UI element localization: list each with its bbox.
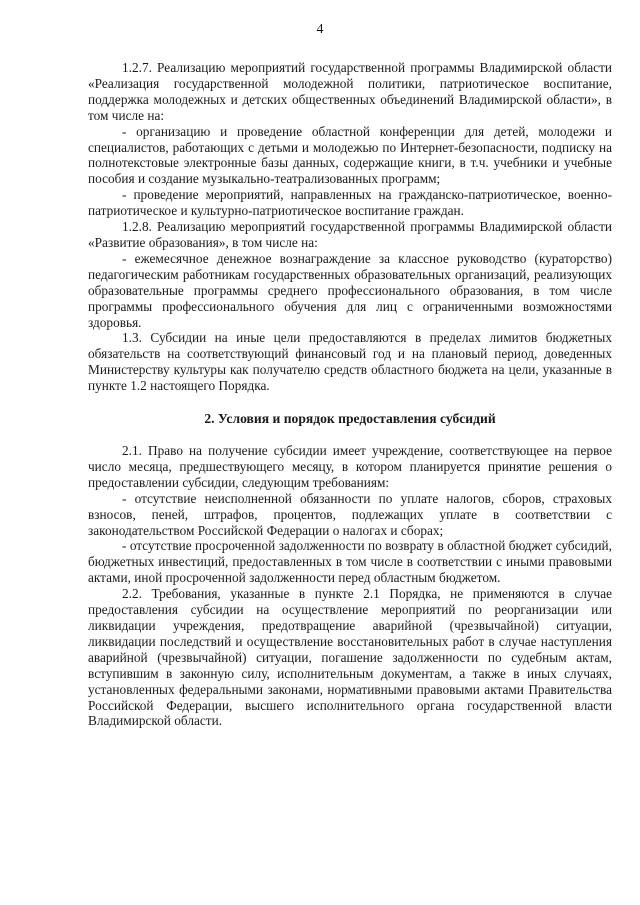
paragraph-2-1: 2.1. Право на получение субсидии имеет учреждение, соответствующее на первое число месяца, предшествующего месяцу, в котором планируется принятие решения о предоставлении субсидии, следующим требованиям: [88, 443, 612, 490]
paragraph-1-2-8-item-a: - ежемесячное денежное вознаграждение за классное руководство (кураторство) педагогическим работникам государственных образовательных организаций, реализующих образовательные программы среднего профессионального образования, в том числе программы профессионального обучения для лиц с ограниченными возможностями здоровья. [88, 250, 612, 330]
paragraph-1-2-7-item-b: - проведение мероприятий, направленных на гражданско-патриотическое, военно-патриотическое и культурно-патриотическое воспитание граждан. [88, 187, 612, 219]
paragraph-2-1-item-b: - отсутствие просроченной задолженности по возврату в областной бюджет субсидий, бюджетных инвестиций, предоставленных в том числе в соответствии с иными правовыми актами, иной просроченной задолженности перед областным бюджетом. [88, 538, 612, 586]
paragraph-1-2-7: 1.2.7. Реализацию мероприятий государственной программы Владимирской области «Реализация государственной молодежной политики, патриотическое воспитание, поддержка молодежных и детских общественных объединений Владимирской области», в том числе на: [88, 60, 612, 123]
paragraph-2-2: 2.2. Требования, указанные в пункте 2.1 Порядка, не применяются в случае предоставления субсидии на осуществление мероприятий по реорганизации или ликвидации учреждения, предотвращение аварийной (чрезвычайной) ситуации, ликвидации последствий и осуществление восстановительных работ в случае наступления аварийной (чрезвычайной) ситуации, погашение задолженности по судебным актам, вступившим в законную силу, исполнительным документам, а также в иных случаях, установленных федеральными законами, нормативными правовыми актами Правительства Российской Федерации, высшего исполнительного органа государственной власти Владимирской области. [88, 586, 612, 729]
paragraph-1-3: 1.3. Субсидии на иные цели предоставляются в пределах лимитов бюджетных обязательств на соответствующий финансовый год и на плановый период, доведенных Министерству культуры как получателю средств областного бюджета на цели, указанные в пункте 1.2 настоящего Порядка. [88, 330, 612, 394]
page-number: 4 [316, 22, 324, 37]
paragraph-2-1-item-a: - отсутствие неисполненной обязанности по уплате налогов, сборов, страховых взносов, пеней, штрафов, процентов, подлежащих уплате в соответствии с законодательством Российской Федерации о налогах и сборах; [88, 490, 612, 538]
document-body [88, 60, 612, 729]
paragraph-1-2-8: 1.2.8. Реализацию мероприятий государственной программы Владимирской области «Развитие образования», в том числе на: [88, 219, 612, 250]
paragraph-1-2-7-item-a: - организацию и проведение областной конференции для детей, молодежи и специалистов, работающих с детьми и молодежью по Интернет-безопасности, подписку на полнотекстовые электронные базы данных, содержащие книги, в т.ч. учебники и учебные пособия и создание музыкально-театрализованных программ; [88, 123, 612, 187]
section-heading: 2. Условия и порядок предоставления субсидий [204, 411, 496, 427]
